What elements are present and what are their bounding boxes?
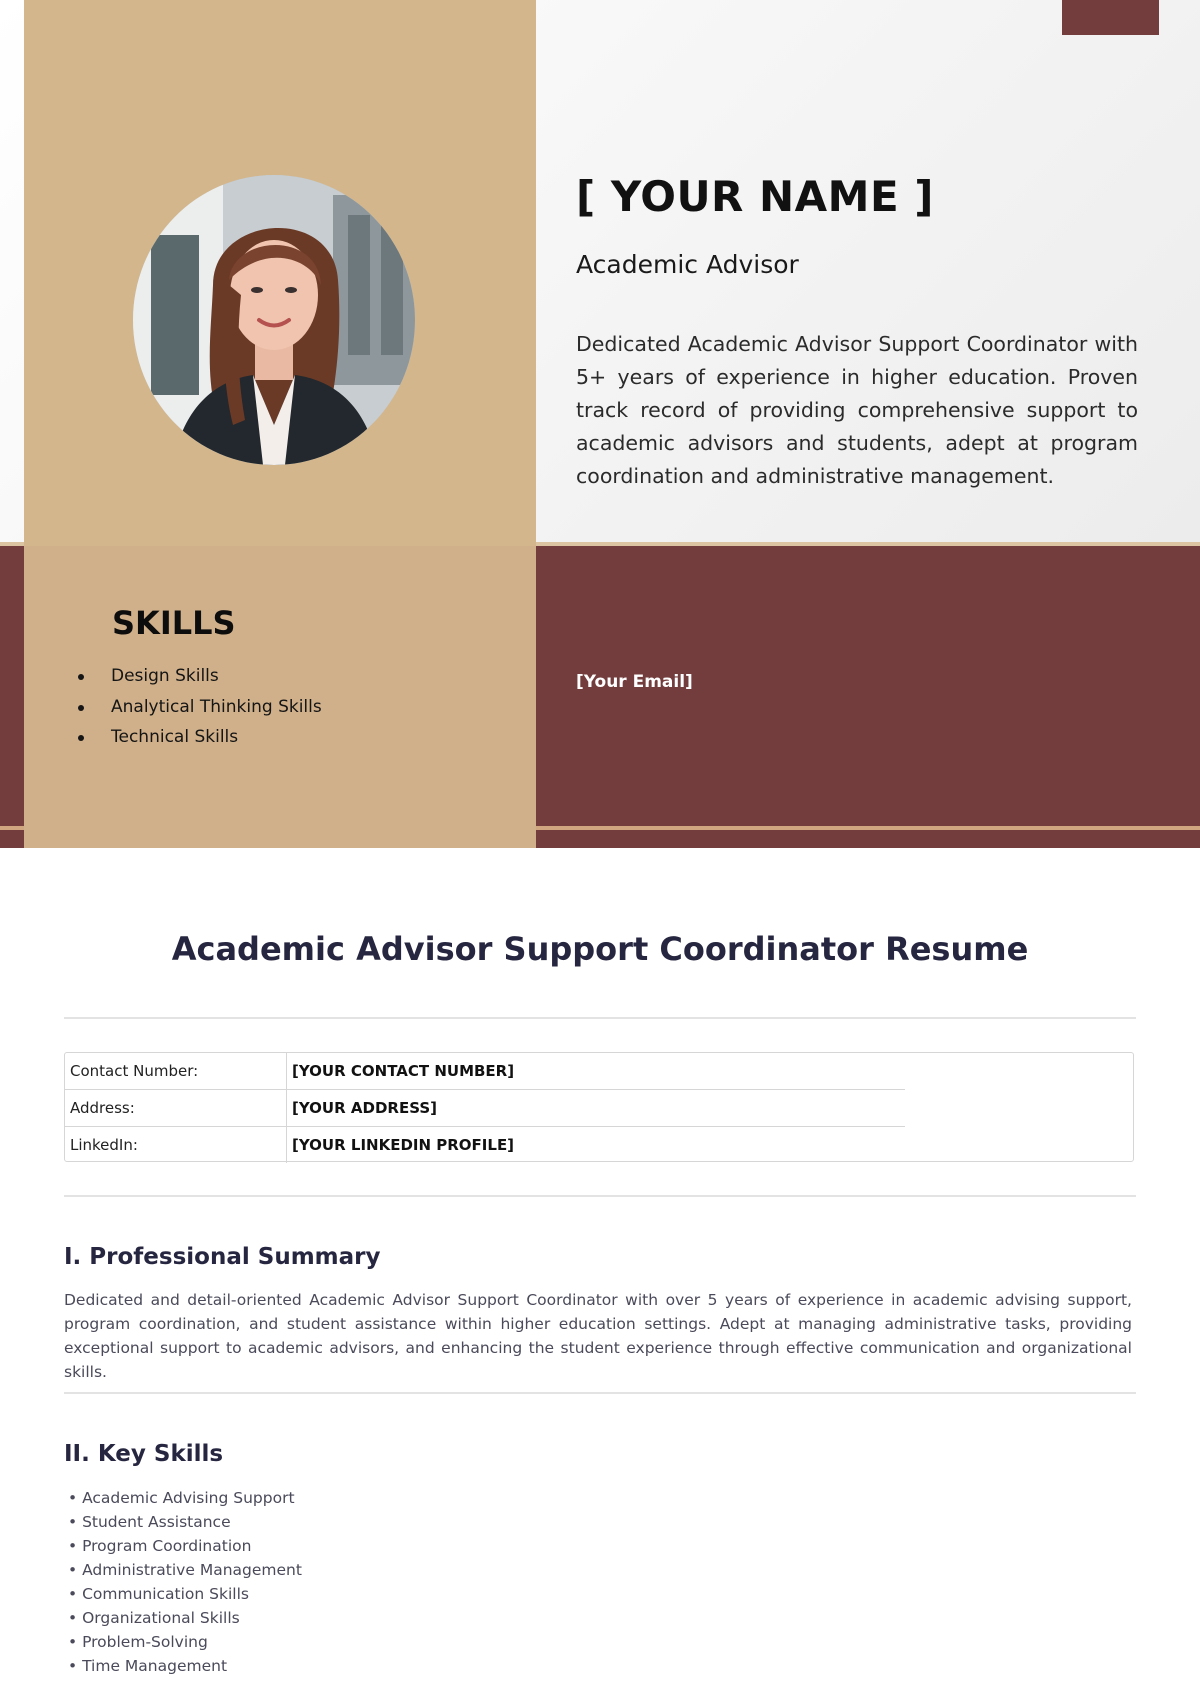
key-skills-heading: II. Key Skills	[64, 1441, 224, 1467]
table-row	[65, 1090, 905, 1127]
divider	[64, 1195, 1136, 1197]
list-item: • Time Management	[68, 1657, 228, 1675]
list-item: • Administrative Management	[68, 1561, 302, 1579]
address-label: Address:	[65, 1090, 287, 1127]
list-item: • Communication Skills	[68, 1585, 249, 1603]
list-item: • Program Coordination	[68, 1537, 252, 1555]
table-row	[65, 1053, 905, 1090]
divider	[64, 1017, 1136, 1019]
skill-item: Technical Skills	[78, 724, 322, 755]
address-value: [YOUR ADDRESS]	[287, 1090, 906, 1127]
document-title: Academic Advisor Support Coordinator Resume	[171, 930, 1029, 968]
skill-item: Analytical Thinking Skills	[78, 694, 322, 725]
contact-info-table	[64, 1052, 1134, 1162]
divider	[64, 1392, 1136, 1394]
corner-accent-block	[1062, 0, 1159, 35]
professional-summary-heading: I. Professional Summary	[64, 1244, 381, 1270]
skills-heading: SKILLS	[112, 604, 236, 642]
list-item: • Academic Advising Support	[68, 1489, 295, 1507]
candidate-name: [ YOUR NAME ]	[576, 172, 934, 221]
list-item: • Organizational Skills	[68, 1609, 240, 1627]
email-link[interactable]: [Your Email]	[576, 672, 693, 692]
contact-number-label: Contact Number:	[65, 1053, 287, 1090]
table-row	[65, 1127, 905, 1164]
profile-photo	[133, 175, 415, 465]
list-item: • Student Assistance	[68, 1513, 231, 1531]
resume-banner	[0, 0, 1200, 848]
list-item: • Problem-Solving	[68, 1633, 208, 1651]
key-skills-list	[68, 1486, 302, 1678]
profile-photo-illustration	[133, 175, 415, 465]
skills-list	[78, 663, 322, 755]
linkedin-label: LinkedIn:	[65, 1127, 287, 1164]
candidate-title: Academic Advisor	[576, 250, 799, 279]
profile-intro: Dedicated Academic Advisor Support Coordinator with 5+ years of experience in higher education. Proven track record of providing comprehensive support to academic advisors and students, adept at program coordination and administrative management.	[576, 332, 1138, 488]
contact-table	[65, 1053, 905, 1163]
linkedin-value[interactable]: [YOUR LINKEDIN PROFILE]	[292, 1136, 515, 1154]
contact-number-value: [YOUR CONTACT NUMBER]	[287, 1053, 906, 1090]
professional-summary-text: Dedicated and detail-oriented Academic Advisor Support Coordinator with over 5 years of experience in academic advising support, program coordination, and student assistance within higher education settings. Adept at managing administrative tasks, providing exceptional support to academic advisors, and enhancing the student experience through effective communication and organizational skills.	[64, 1291, 1132, 1381]
skill-item: Design Skills	[78, 663, 322, 694]
